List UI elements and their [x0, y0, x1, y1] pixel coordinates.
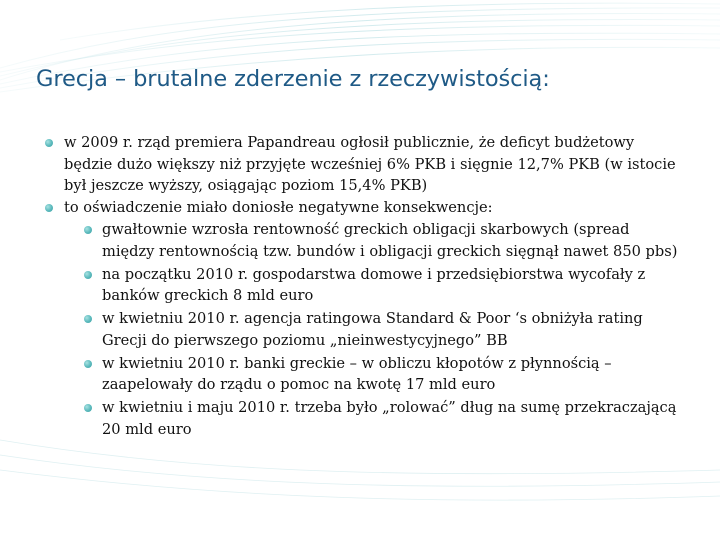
bullet-text: w 2009 r. rząd premiera Papandreau ogłosił publicznie, że deficyt budżetowy będzie dużo większy niż przyjęte wcześniej 6% PKB i sięgnie 12,7% PKB (w istocie był jeszcze wyższy, osiągając poziom 15,4% PKB)	[64, 134, 676, 194]
sub-bullet-list	[0, 219, 720, 440]
sub-bullet-text: na początku 2010 r. gospodarstwa domowe i przedsiębiorstwa wycofały z banków greckich 8 mld euro	[102, 265, 646, 304]
bullet-dot-icon	[84, 271, 92, 279]
bullet-dot-icon	[84, 226, 92, 234]
bullet-item-consequences	[0, 197, 720, 219]
sub-bullet-item-banks-appeal	[0, 353, 720, 396]
slide-title: Grecja – brutalne zderzenie z rzeczywistością:	[36, 66, 550, 92]
sub-bullet-text: w kwietniu i maju 2010 r. trzeba było „rolować” dług na sumę przekraczającą 20 mld euro	[102, 399, 677, 438]
bullet-dot-icon	[84, 315, 92, 323]
bullet-dot-icon	[84, 404, 92, 412]
sub-bullet-item-withdrawals	[0, 264, 720, 307]
sub-bullet-text: w kwietniu 2010 r. banki greckie – w obliczu kłopotów z płynnością – zaapelowały do rządu o pomoc na kwotę 17 mld euro	[102, 354, 612, 393]
bullet-dot-icon	[84, 360, 92, 368]
bullet-item-deficit	[0, 132, 720, 197]
bullet-dot-icon	[45, 139, 53, 147]
bullet-text: to oświadczenie miało doniosłe negatywne konsekwencje:	[64, 198, 493, 216]
sub-bullet-item-rating	[0, 308, 720, 351]
sub-bullet-item-debt-rollover	[0, 397, 720, 440]
sub-bullet-text: gwałtownie wzrosła rentowność greckich obligacji skarbowych (spread między rentownością tzw. bundów i obligacji greckich sięgnął nawet 850 pbs)	[102, 221, 678, 260]
sub-bullet-text: w kwietniu 2010 r. agencja ratingowa Standard & Poor ‘s obniżyła rating Grecji do pierwszego poziomu „nieinwestycyjnego” BB	[102, 310, 643, 349]
slide-content	[0, 132, 720, 442]
sub-bullet-item-bond-yields	[0, 219, 720, 262]
bullet-list	[0, 132, 720, 218]
bullet-dot-icon	[45, 204, 53, 212]
